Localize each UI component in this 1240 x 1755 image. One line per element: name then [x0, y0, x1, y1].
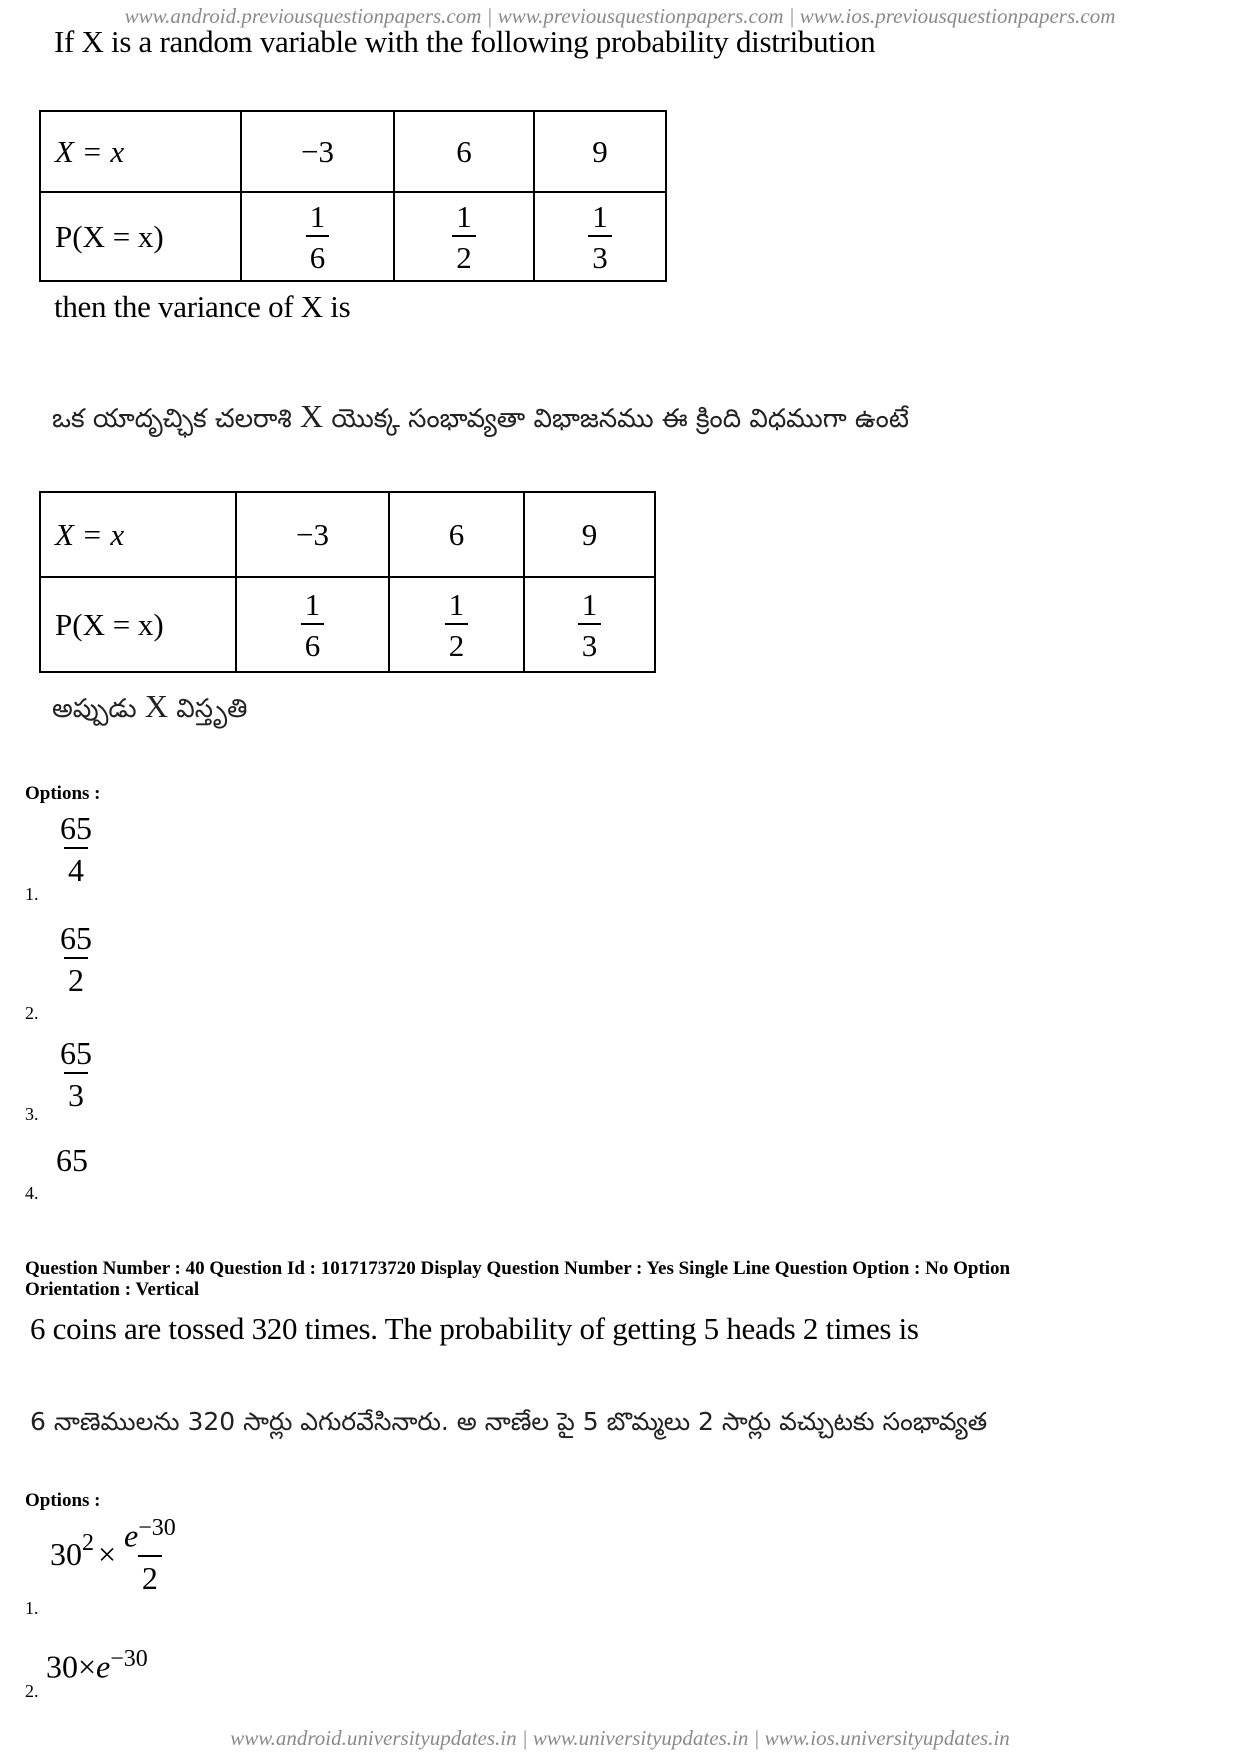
- option-number: 3.: [25, 1104, 39, 1124]
- table-cell-value: −3: [241, 111, 394, 192]
- question-outro-te: అప్పుడు X విస్తృతి: [52, 688, 248, 724]
- option-1-fraction[interactable]: $\frac{65}{4}$: [60, 810, 92, 888]
- options-label: Options :: [25, 783, 101, 804]
- distribution-table-en: [39, 110, 667, 282]
- table-cell-value: 9: [524, 492, 655, 577]
- option-number: 4.: [25, 1183, 39, 1203]
- option-3-fraction[interactable]: $\frac{65}{3}$: [60, 1035, 92, 1113]
- question-40-text-en: 6 coins are tossed 320 times. The probability of getting 5 heads 2 times is: [30, 1311, 919, 1346]
- option-2-expression[interactable]: $30\times e^{-30}$: [46, 1646, 148, 1685]
- options-label: Options :: [25, 1490, 101, 1511]
- table-cell-value: 6: [389, 492, 524, 577]
- distribution-table-te: [39, 491, 656, 673]
- table-cell-value: 9: [534, 111, 666, 192]
- question-meta-line1: Question Number : 40 Question Id : 1017173720 Display Question Number : Yes Single Line Question Option : No Option: [25, 1258, 1011, 1279]
- table-cell-prob: $\frac{1}{3}$: [524, 577, 655, 672]
- table-cell-prob: $\frac{1}{2}$: [394, 192, 534, 281]
- table-prob-label: P(X = x): [40, 577, 236, 672]
- table-cell-prob: $\frac{1}{6}$: [241, 192, 394, 281]
- footer-watermark: www.android.universityupdates.in | www.universityupdates.in | www.ios.universityupdates.in: [230, 1726, 1010, 1750]
- option-2-fraction[interactable]: $\frac{65}{2}$: [60, 920, 92, 998]
- table-cell-value: −3: [236, 492, 389, 577]
- option-4-value[interactable]: 65: [56, 1142, 88, 1178]
- option-number: 1.: [25, 1598, 39, 1618]
- question-text-te: ఒక యాదృచ్ఛిక చలరాశి X యొక్క సంభావ్యతా విభాజనము ఈ క్రింది విధముగా ఉంటే: [52, 398, 909, 434]
- header-watermark: www.android.previousquestionpapers.com | www.previousquestionpapers.com | www.ios.previousquestionpapers.com: [124, 4, 1116, 28]
- option-number: 2.: [25, 1681, 39, 1701]
- table-header-label: X = x: [40, 111, 241, 192]
- question-text-en: If X is a random variable with the following probability distribution: [54, 24, 876, 59]
- option-1-expression[interactable]: 30 $^2$ × $\frac{e^{-30}}{2}$: [50, 1515, 176, 1596]
- question-outro-en: then the variance of X is: [54, 289, 351, 324]
- option-number: 1.: [25, 884, 39, 904]
- table-header-label: X = x: [40, 492, 236, 577]
- option-number: 2.: [25, 1003, 39, 1023]
- table-cell-prob: $\frac{1}{6}$: [236, 577, 389, 672]
- table-cell-value: 6: [394, 111, 534, 192]
- question-meta-line2: Orientation : Vertical: [25, 1279, 200, 1300]
- table-cell-prob: $\frac{1}{2}$: [389, 577, 524, 672]
- question-40-text-te: 6 నాణెములను 320 సార్లు ఎగురవేసినారు. అ నాణేల పై 5 బొమ్మలు 2 సార్లు వచ్చుటకు సంభావ్యత: [30, 1407, 988, 1436]
- table-prob-label: P(X = x): [40, 192, 241, 281]
- table-cell-prob: $\frac{1}{3}$: [534, 192, 666, 281]
